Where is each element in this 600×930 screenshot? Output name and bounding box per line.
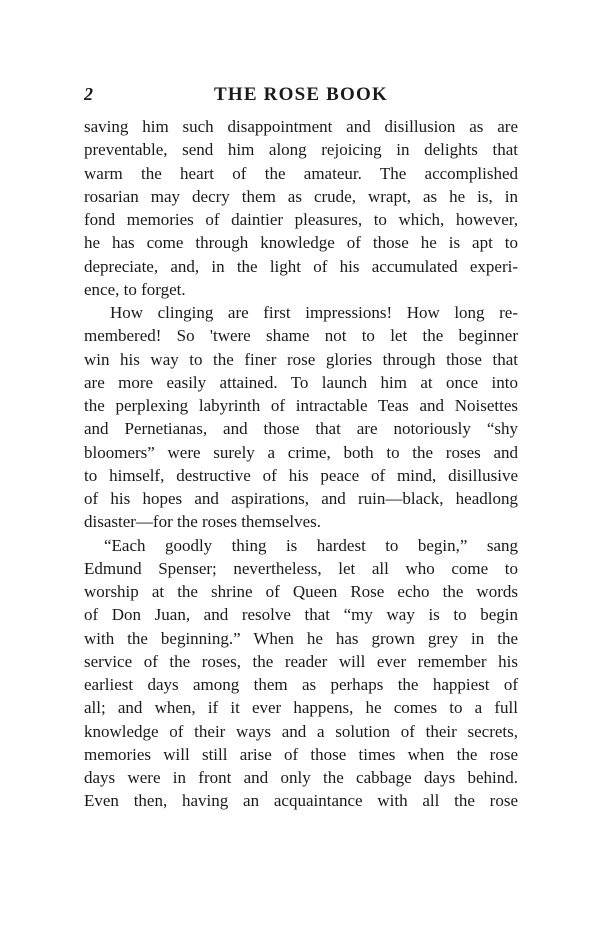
text-line: depreciate, and, in the light of his accumulated experi- (84, 256, 518, 276)
text-line: “Each goodly thing is hardest to begin,” sang (104, 535, 518, 555)
text-line: win his way to the finer rose glories through those that (84, 349, 518, 369)
text-line: days were in front and only the cabbage days behind. (84, 768, 518, 787)
text-line: membered! So 'twere shame not to let the beginner (84, 326, 518, 346)
text-line: worship at the shrine of Queen Rose echo the words (84, 582, 518, 601)
text-line: saving him such disappointment and disillusion as are (84, 117, 518, 136)
text-line: and Pernetianas, and those that are notoriously “shy (84, 419, 518, 439)
text-line: knowledge of their ways and a solution of their secrets, (84, 721, 518, 741)
book-title: THE ROSE BOOK (214, 84, 388, 105)
text-line: of his hopes and aspirations, and ruin—black, headlong (84, 489, 518, 508)
text-line: disaster—for the roses themselves. (84, 512, 321, 532)
text-line: with the beginning.” When he has grown grey in the (84, 628, 518, 648)
text-line: to himself, destructive of his peace of mind, disillusive (84, 465, 518, 485)
body-text (84, 115, 518, 813)
text-line: the perplexing labyrinth of intractable Teas and Noisettes (84, 396, 518, 415)
text-line: How clinging are first impressions! How long re- (110, 303, 518, 322)
text-line: are more easily attained. To launch him at once into (84, 372, 518, 392)
text-line: memories will still arise of those times when the rose (84, 744, 518, 764)
page-number: 2 (84, 84, 93, 104)
text-line: warm the heart of the amateur. The accomplished (84, 163, 518, 183)
text-line: all; and when, if it ever happens, he comes to a full (84, 698, 518, 718)
text-line: earliest days among them as perhaps the happiest of (84, 675, 518, 694)
running-head (84, 84, 518, 110)
text-line: of Don Juan, and resolve that “my way is to begin (84, 605, 518, 625)
text-line: service of the roses, the reader will ever remember his (84, 651, 518, 671)
text-line: Even then, having an acquaintance with all the rose (84, 791, 518, 811)
text-line: rosarian may decry them as crude, wrapt, as he is, in (84, 186, 518, 206)
text-line: fond memories of daintier pleasures, to which, however, (84, 210, 518, 229)
text-line: he has come through knowledge of those he is apt to (84, 233, 518, 253)
text-line: bloomers” were surely a crime, both to the roses and (84, 442, 518, 462)
text-line: Edmund Spenser; nevertheless, let all who come to (84, 558, 518, 578)
text-line: ence, to forget. (84, 279, 186, 299)
text-line: preventable, send him along rejoicing in delights that (84, 140, 518, 160)
